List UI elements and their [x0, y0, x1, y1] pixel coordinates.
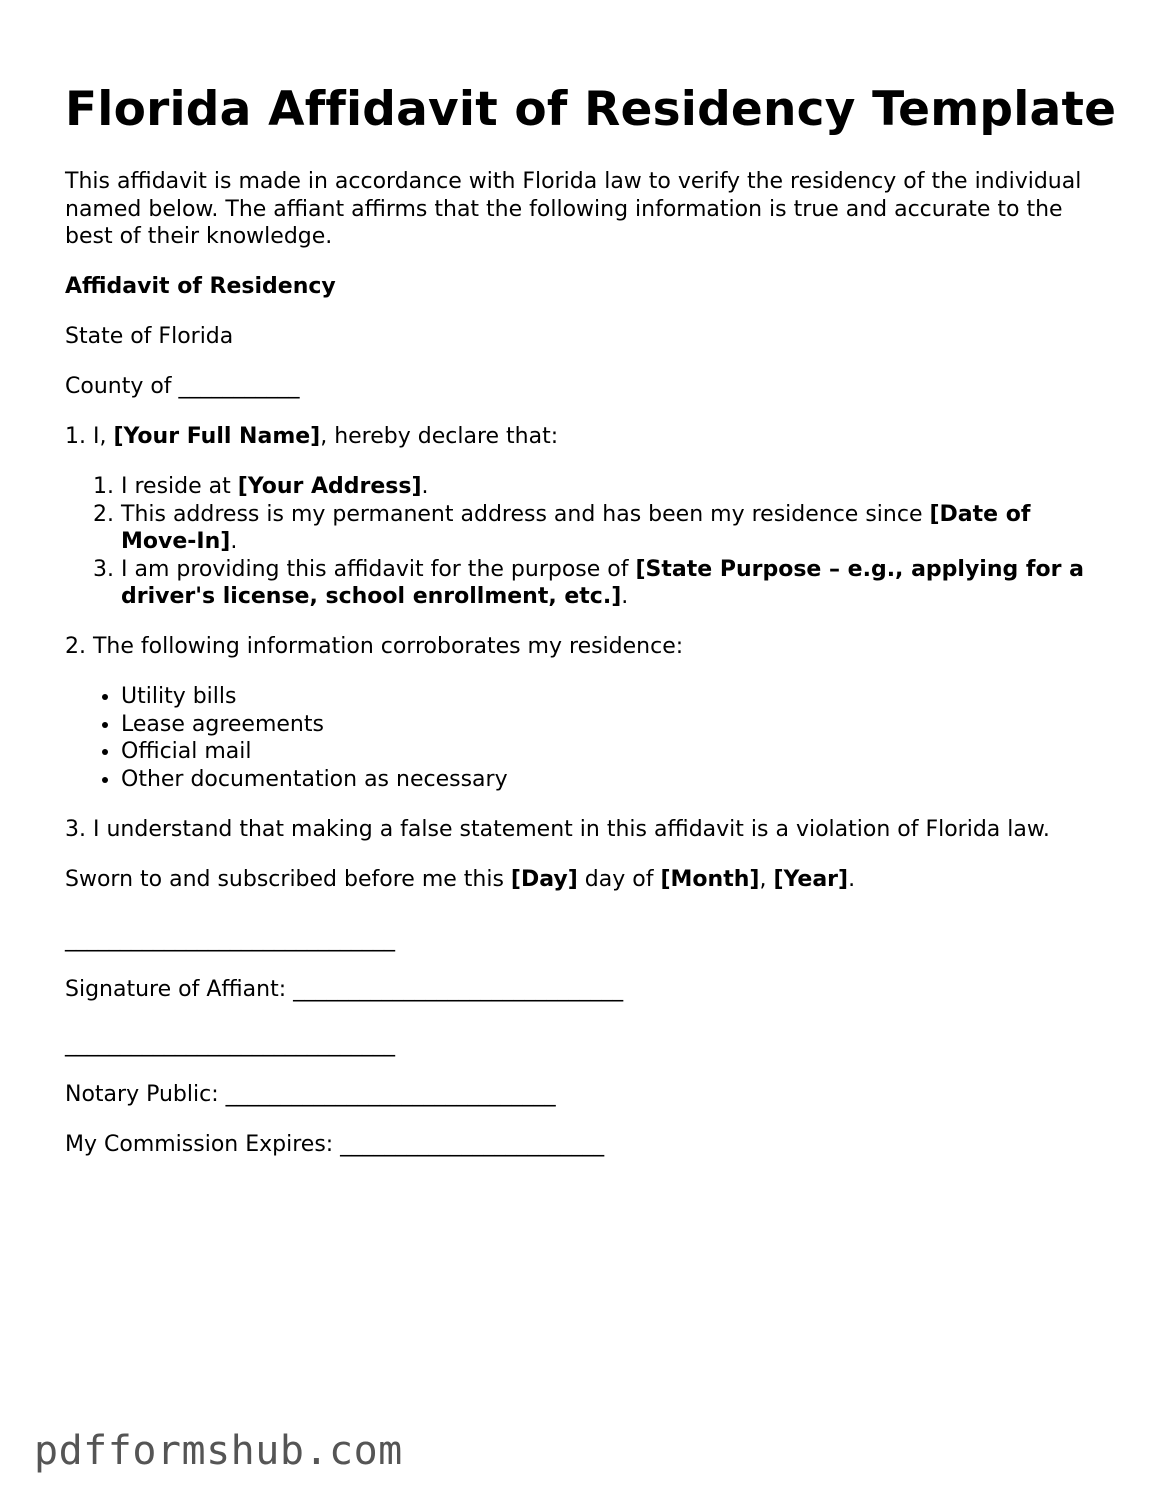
- list-item: • Other documentation as necessary: [121, 766, 1105, 794]
- signature-of-affiant-line: Signature of Affiant: ______________________________: [65, 977, 624, 1002]
- commission-expires-line: My Commission Expires: ________________________: [65, 1131, 605, 1157]
- corroboration-list: [65, 683, 1105, 793]
- list-item: • Utility bills: [121, 683, 1105, 711]
- sworn-statement: Sworn to and subscribed before me this [Day] day of [Month], [Year].: [65, 866, 856, 892]
- document-page: [65, 78, 1117, 1158]
- section-heading: Affidavit of Residency: [65, 274, 336, 299]
- county-line: County of ___________: [65, 374, 300, 399]
- state-line: State of Florida: [65, 324, 234, 349]
- declaration-item-3: 3. I understand that making a false statement in this affidavit is a violation of Florida law.: [65, 816, 1050, 842]
- list-item: 1. I reside at [Your Address].: [121, 473, 1105, 501]
- list-item: • Official mail: [121, 738, 1105, 766]
- list-item: 2. This address is my permanent address and has been my residence since [Date of Move-In].: [121, 501, 1105, 556]
- list-item: • Lease agreements: [121, 711, 1105, 739]
- declaration-sub-list: [65, 473, 1105, 611]
- list-item: 3. I am providing this affidavit for the purpose of [State Purpose – e.g., applying for a driver's license, school enrollment, etc.].: [121, 556, 1105, 611]
- watermark: pdfformshub.com: [34, 1428, 403, 1474]
- declaration-item-2: 2. The following information corroborates my residence:: [65, 634, 684, 659]
- document-title: Florida Affidavit of Residency Template: [65, 82, 1117, 137]
- signature-blank-line-2: ______________________________: [65, 1031, 395, 1057]
- signature-blank-line-1: ______________________________: [65, 927, 395, 952]
- full-name-placeholder: [Your Full Name]: [113, 424, 321, 449]
- notary-public-line: Notary Public: ______________________________: [65, 1081, 556, 1107]
- declaration-item-1: 1. I, [Your Full Name], hereby declare that:: [65, 424, 559, 449]
- intro-paragraph: This affidavit is made in accordance with Florida law to verify the residency of the individual named below. The affiant affirms that the following information is true and accurate to the best of their knowledge.: [65, 169, 1082, 249]
